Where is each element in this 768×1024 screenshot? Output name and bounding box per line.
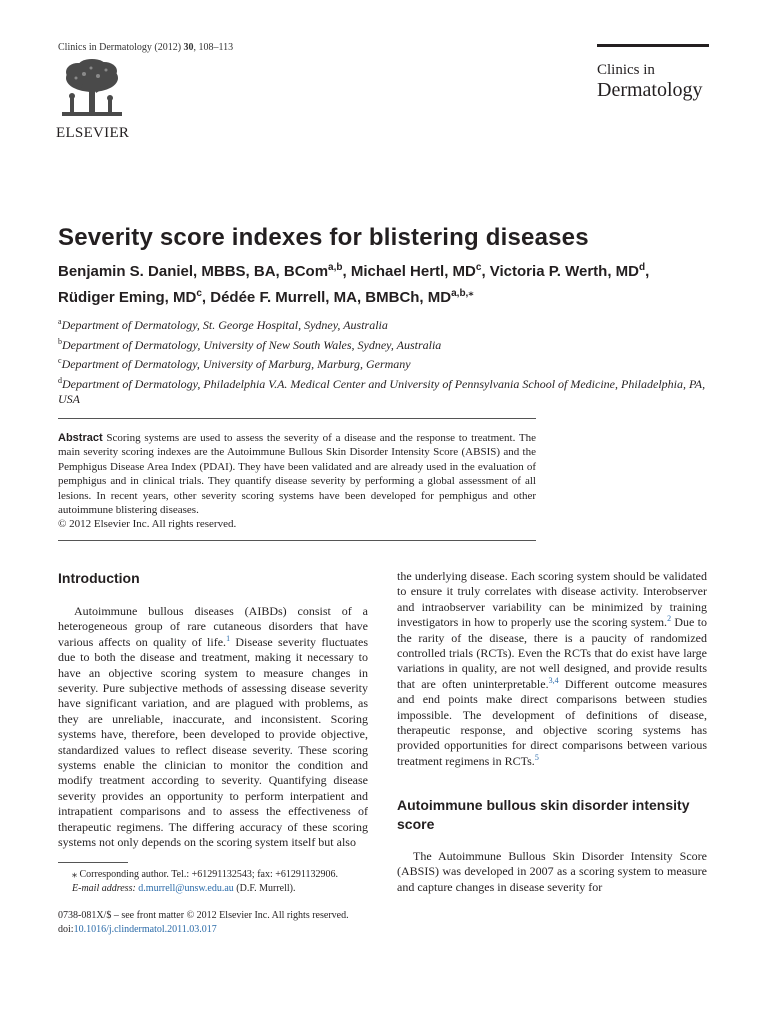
author-1: Benjamin S. Daniel, MBBS, BA, BCom [58, 263, 329, 280]
article-title: Severity score indexes for blistering diseases [58, 224, 589, 251]
email-link[interactable]: d.murrell@unsw.edu.au [138, 882, 234, 894]
author-sep: , [481, 263, 490, 280]
author-3: Victoria P. Werth, MD [489, 263, 639, 280]
email-label: E-mail address: [72, 882, 136, 894]
author-list [58, 257, 728, 309]
affiliation-key: d [58, 375, 62, 385]
citation-ref[interactable]: 3,4 [548, 675, 559, 685]
journal-title-line1: Clinics in [597, 62, 655, 78]
citation-ref[interactable]: 5 [534, 752, 539, 762]
elsevier-tree-logo-icon [58, 58, 126, 120]
citation-ref[interactable]: 1 [226, 633, 231, 643]
author-sep: , [645, 263, 650, 280]
journal-title-line2: Dermatology [597, 79, 703, 101]
affiliation-key: c [58, 356, 62, 365]
abstract-bottom-rule [58, 540, 536, 541]
citation-journal: Clinics in Dermatology (2012) [58, 42, 182, 53]
author-4: Rüdiger Eming, MD [58, 289, 197, 306]
author-5: Dédée F. Murrell, MA, BMBCh, MD [210, 289, 452, 306]
issn-line: 0738-081X/$ – see front matter © 2012 Elsevier Inc. All rights reserved. [58, 910, 349, 921]
affiliation-b [58, 334, 718, 354]
affiliation-key: a [58, 317, 62, 326]
doi-prefix: doi: [58, 923, 74, 935]
section-heading-absis: Autoimmune bullous skin disorder intensity score [397, 797, 690, 832]
paragraph-text: Different outcome measures and end points make direct comparisons between studies impossible. The development of definitions of disease, therapeutic response, and objective scoring systems has provided opportunities for direct comparisons between various treatment regimens in RCTs. [397, 676, 708, 768]
abstract [58, 431, 536, 532]
affiliation-d [58, 373, 718, 408]
affiliation-text: Department of Dermatology, University of Marburg, Marburg, Germany [61, 357, 411, 371]
paragraph [58, 604, 368, 851]
publisher-name: ELSEVIER [56, 125, 130, 141]
paragraph [397, 569, 707, 769]
email-line [58, 882, 378, 896]
intro-column [58, 604, 368, 851]
right-column-top [397, 569, 707, 769]
journal-citation [58, 42, 233, 53]
abstract-copyright: © 2012 Elsevier Inc. All rights reserved. [58, 518, 237, 531]
citation-volume: 30 [183, 42, 194, 53]
author-2: Michael Hertl, MD [350, 263, 476, 280]
affiliation-c [58, 353, 718, 373]
footnote-rule [58, 862, 128, 863]
affiliation-text: Department of Dermatology, Philadelphia V.A. Medical Center and University of Pennsylvania School of Medicine, Philadelphia, PA, USA [58, 376, 706, 406]
paragraph: The Autoimmune Bullous Skin Disorder Intensity Score (ABSIS) was developed in 2007 as a scoring system to measure and capture changes in disease severity for [397, 849, 707, 894]
doi-line [58, 923, 378, 937]
paragraph-text: Disease severity fluctuates due to both the disease and treatment, making it necessary to have an objective scoring system to measure changes in severity. Pure subjective methods of assessing disease severity have significant variation, and are plagued with problems, as they are unreliable, inaccurate, and inconsistent. Scoring systems have, therefore, been developed to provide objective, standardized values to reflect disease severity. These scoring systems enable the clinician to monitor the condition and modify treatment according to severity. Quantifying disease severity provides an opportunity to perform interpatient and intrapatient comparisons and to assess the effectiveness of therapeutic regimens. The differing accuracy of these scoring systems not only depends on the scoring system itself but also [58, 634, 369, 850]
citation-pages: , 108–113 [193, 42, 234, 53]
abstract-top-rule [58, 418, 536, 419]
abstract-label: Abstract [58, 432, 103, 444]
right-column-bottom [397, 849, 707, 895]
paragraph-text: the underlying disease. Each scoring system should be validated to ensure it truly correlates with disease activity. Interobserver and intraobserver variability can be minimized by training investigators in how to properly use the scoring system. [397, 569, 707, 630]
affiliation-text: Department of Dermatology, St. George Hospital, Sydney, Australia [61, 318, 388, 332]
abstract-text: Scoring systems are used to assess the severity of a disease and the response to treatment. The main severity scoring indexes are the Autoimmune Bullous Skin Disorder Intensity Score (ABSIS) and the Pemphigus Disease Area Index (PDAI). They have been validated and are already used in the evaluation of pemphigus and in clinical trials. They quantify disease severity by performing a global assessment of all lesions. In recent years, other severity scoring systems have been developed for pemphigus and other autoimmune blistering diseases. [58, 432, 537, 517]
affiliation-text: Department of Dermatology, University of New South Wales, Sydney, Australia [62, 337, 442, 352]
paragraph-text: Autoimmune bullous diseases (AIBDs) consist of a heterogeneous group of rare cutaneous disorders that have various affects on quality of life. [58, 604, 368, 649]
author-3-affil: d [639, 262, 646, 273]
author-5-affil: a,b,⁎ [451, 288, 474, 299]
author-2-affil: c [475, 262, 482, 273]
section-heading-introduction: Introduction [58, 570, 140, 586]
author-sep: , [201, 289, 211, 306]
author-1-affil: a,b [328, 262, 343, 273]
affiliation-list [58, 314, 718, 408]
author-4-affil: c [196, 288, 202, 299]
citation-ref[interactable]: 2 [667, 614, 672, 624]
corresponding-contact: ⁎ Corresponding author. Tel.: +61291132543; fax: +61291132906. [72, 869, 339, 880]
author-sep: , [342, 263, 351, 280]
email-suffix: (D.F. Murrell). [233, 882, 296, 894]
corresponding-author-footnote [58, 868, 378, 895]
affiliation-a [58, 314, 718, 334]
affiliation-key: b [58, 336, 62, 346]
front-matter [58, 909, 378, 936]
doi-link[interactable]: 10.1016/j.clindermatol.2011.03.017 [73, 923, 217, 935]
paragraph-text: Due to the rarity of the disease, there is a paucity of randomized controlled trials (RCTs). Even the RCTs that do exist have large variations in quality, are not well designed, and provide results that are often uninterpretable. [397, 615, 707, 691]
journal-title-rule [597, 44, 709, 47]
